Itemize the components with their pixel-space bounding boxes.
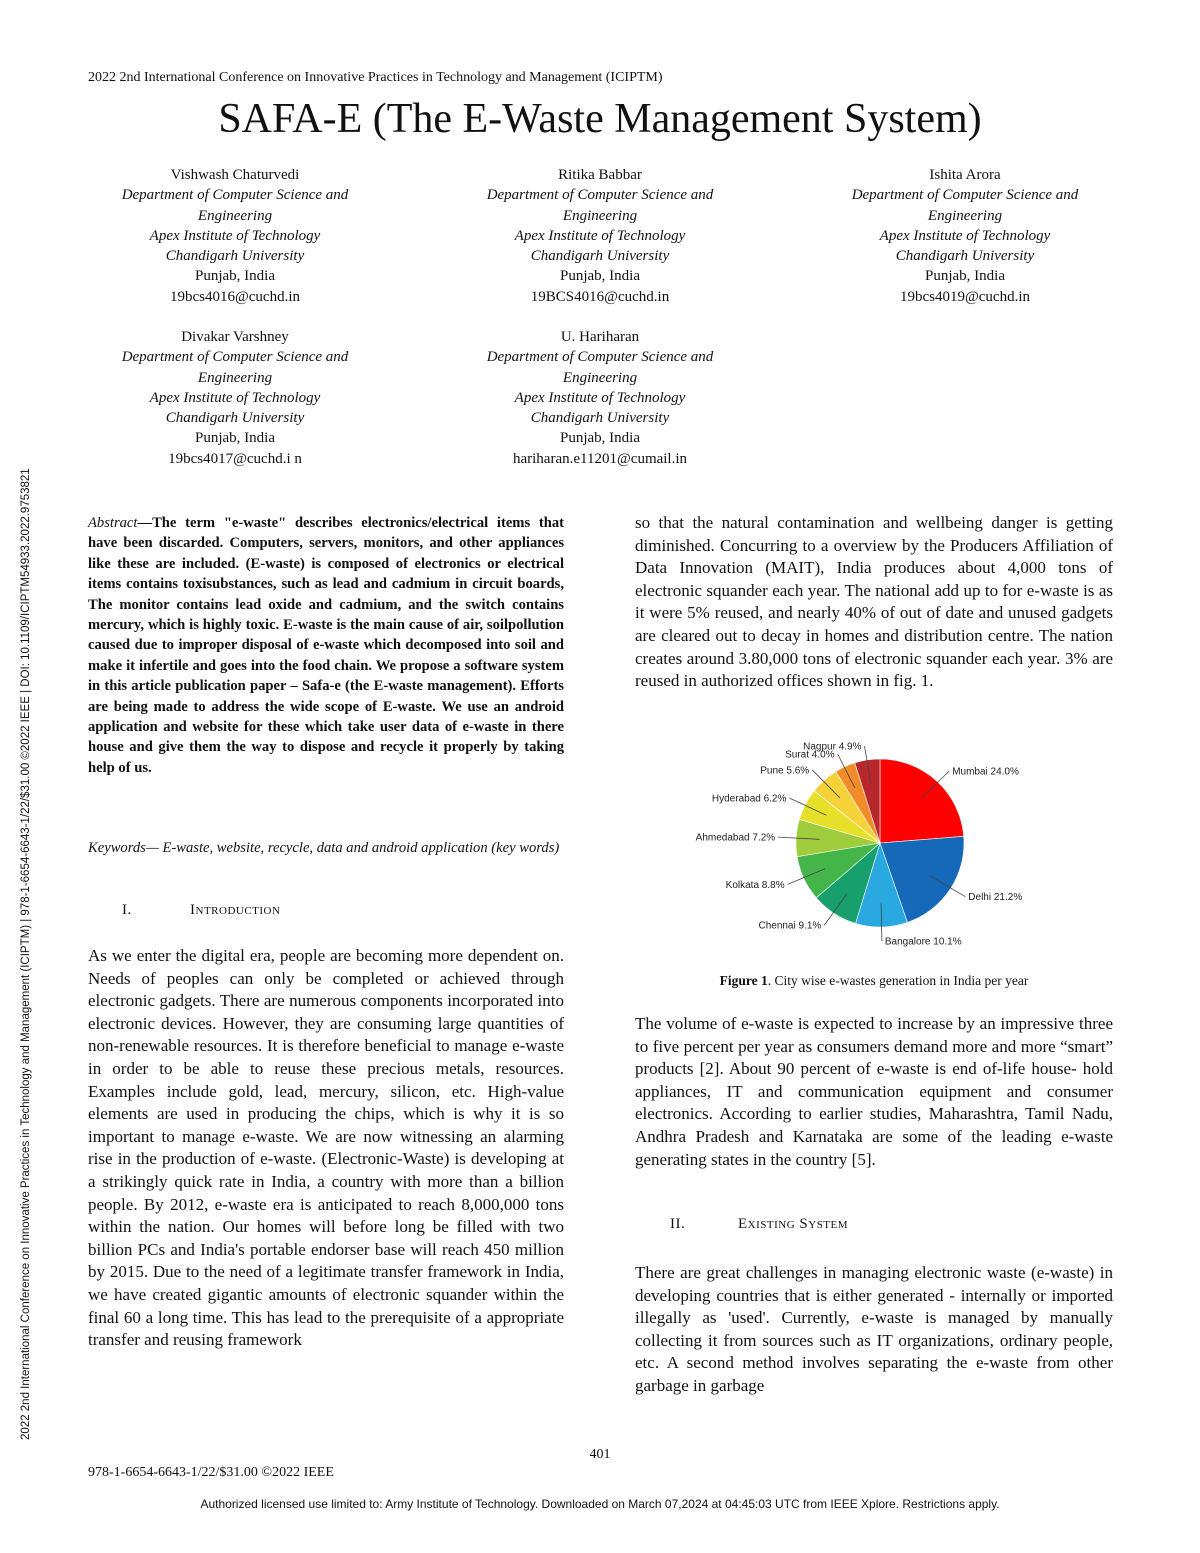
author-inst: Apex Institute of Technology [149, 389, 321, 406]
author-email: 19bcs4017@cuchd.i n [168, 450, 302, 467]
abstract [88, 513, 564, 778]
caption-label: Figure 1 [719, 973, 768, 988]
author-name: Vishwash Chaturvedi [170, 167, 300, 183]
author-inst: Apex Institute of Technology [149, 227, 321, 244]
paper-title: SAFA-E (The E-Waste Management System) [218, 96, 982, 142]
author-name: Divakar Varshney [181, 329, 289, 345]
footer-isbn: 978-1-6654-6643-1/22/$31.00 ©2022 IEEE [88, 1465, 334, 1480]
abstract-text: —The term "e-waste" describes electronics/electrical items that have been discarded. Computers, servers, monitors, and other appliances like these are included. (E-waste) is composed of electronics or electrical items contains toxisubstances, such as lead and cadmium in circuit boards, The monitor contains lead oxide and cadmium, and the switch contains mercury, which is highly toxic. E-waste is the main cause of air, soilpollution caused due to improper disposal of e-waste which decomposed into soil and make it infertile and goes into the food chain. We propose a software system in this article publication paper – Safa-e (the E-waste management). Efforts are being made to address the wide scope of E-waste. We use an android application and website for these which take user data of e-waste in there house and give them the way to dispose and recycle it properly by taking help of us. [88, 515, 564, 776]
author-email: 19BCS4016@cuchd.in [530, 288, 670, 305]
author-location: Punjab, India [560, 268, 640, 285]
introduction-text: As we enter the digital era, people are becoming more dependent on. Needs of peoples can only be completed or achieved through electronic gadgets. There are numerous components incorporated into electronic devices. However, they are consuming large quantities of non-renewable resources. It is therefore beneficial to manage e-waste in order to be able to reuse these precious metals, resources. Examples include gold, lead, mercury, silicon, etc. High-value elements are used in producing the chips, which is why it is so important to manage e-waste. We are now witnessing an alarming rise in the production of e-waste. (Electronic-Waste) is developing at a strikingly quick rate in India, a country with more than a billion people. By 2012, e-waste era is anticipated to reach 8,000,000 tons within the nation. Our homes will before long be filled with two billion PCs and India's portable endorser base will reach 450 million by 2015. Due to the need of a legitimate transfer framework in India, we have created gigantic amounts of electronic squander within the final 60 a long time. This has lead to the prerequisite of a appropriate transfer and reusing framework [88, 946, 564, 1350]
keywords: Keywords— E-waste, website, recycle, data and android application (key words) [88, 840, 560, 856]
author-location: Punjab, India [925, 268, 1005, 285]
author-inst: Apex Institute of Technology [879, 227, 1051, 244]
pie-label: Mumbai 24.0% [952, 766, 1019, 778]
section-heading-introduction [122, 902, 280, 919]
pie-slice [880, 759, 964, 843]
growth-text: The volume of e-waste is expected to increase by an impressive three to five percent per year as consumers demand more and more “smart” products [2]. About 90 percent of e-waste is end of-life house- hold appliances, IT and communication equipment and consumer electronics. According to earlier studies, Maharashtra, Tamil Nadu, Andhra Pradesh and Karnataka are some of the leading e-waste generating states in the country [5]. [635, 1014, 1113, 1169]
section-title: Existing System [738, 1216, 849, 1232]
existing-system-text: There are great challenges in managing electronic waste (e-waste) in developing countries that is either generated - internally or imported illegally as 'used'. Currently, e-waste is managed by manually collecting it from sources such as IT organizations, ordinary people, etc. A second method involves separating the e-waste from other garbage in garbage [635, 1263, 1113, 1395]
author-univ: Chandigarh University [530, 248, 670, 265]
section-number: I. [122, 902, 132, 918]
author-email: 19bcs4016@cuchd.in [169, 288, 301, 305]
author-dept: Department of Computer Science and Engineering [121, 349, 349, 386]
author-block [85, 327, 385, 469]
intro-continued-text: so that the natural contamination and wellbeing danger is getting diminished. Concurring to a overview by the Producers Affiliation of Data Innovation (MAIT), India produces about 4,000 tons of electronic squander each year. The national add up to for e-waste is as it were 5% reused, and nearly 40% of out of date and unused gadgets are cleared out to decay in homes and distribution centre. The nation creates around 3.80,000 tons of electronic squander each year. 3% are reused in authorized offices shown in fig. 1. [635, 513, 1113, 691]
author-block [450, 165, 750, 307]
pie-label: Ahmedabad 7.2% [695, 832, 776, 844]
author-univ: Chandigarh University [165, 248, 305, 265]
pie-label: Bangalore 10.1% [884, 936, 962, 948]
section-heading-existing-system [670, 1216, 848, 1233]
author-univ: Chandigarh University [530, 410, 670, 427]
author-dept: Department of Computer Science and Engineering [851, 187, 1079, 224]
author-name: U. Hariharan [560, 329, 640, 345]
pie-label: Surat 4.0% [785, 749, 835, 761]
side-doi-strip: 2022 2nd International Conference on Innovative Practices in Technology and Management (ICIPTM) | 978-1-6654-6643-1/22/$31.00 ©2022 IEEE | DOI: 10.1109/ICIPTM54933.2022.9753821 [20, 468, 32, 1440]
author-dept: Department of Computer Science and Engineering [121, 187, 349, 224]
license-notice: Authorized licensed use limited to: Army Institute of Technology. Downloaded on March 07,2024 at 04:45:03 UTC from IEEE Xplore. Restrictions apply. [200, 1497, 1000, 1511]
pie-label: Hyderabad 6.2% [711, 793, 787, 805]
figure-caption [634, 973, 1114, 989]
author-dept: Department of Computer Science and Engineering [486, 187, 714, 224]
author-name: Ishita Arora [929, 167, 1001, 183]
author-block [85, 165, 385, 307]
author-inst: Apex Institute of Technology [514, 227, 686, 244]
author-email: hariharan.e11201@cumail.in [512, 450, 688, 467]
author-location: Punjab, India [560, 430, 640, 447]
author-univ: Chandigarh University [165, 410, 305, 427]
author-block [450, 327, 750, 469]
page-number: 401 [589, 1447, 611, 1462]
author-location: Punjab, India [195, 268, 275, 285]
author-dept: Department of Computer Science and Engineering [486, 349, 714, 386]
author-location: Punjab, India [195, 430, 275, 447]
abstract-label: Abstract [88, 515, 138, 531]
author-email: 19bcs4019@cuchd.in [899, 288, 1031, 305]
author-univ: Chandigarh University [895, 248, 1035, 265]
pie-label: Chennai 9.1% [758, 920, 822, 932]
section-title: Introduction [190, 902, 281, 918]
author-name: Ritika Babbar [558, 167, 642, 183]
author-block [815, 165, 1115, 307]
pie-label: Delhi 21.2% [968, 892, 1023, 904]
section-number: II. [670, 1216, 686, 1232]
author-inst: Apex Institute of Technology [514, 389, 686, 406]
caption-text: . City wise e-wastes generation in India per year [767, 973, 1029, 988]
conference-header: 2022 2nd International Conference on Innovative Practices in Technology and Management (ICIPTM) [88, 70, 663, 85]
pie-label: Kolkata 8.8% [725, 879, 785, 891]
pie-label: Pune 5.6% [760, 765, 810, 777]
pie-label: Nagpur 4.9% [803, 741, 862, 753]
pie-chart [690, 730, 1070, 960]
